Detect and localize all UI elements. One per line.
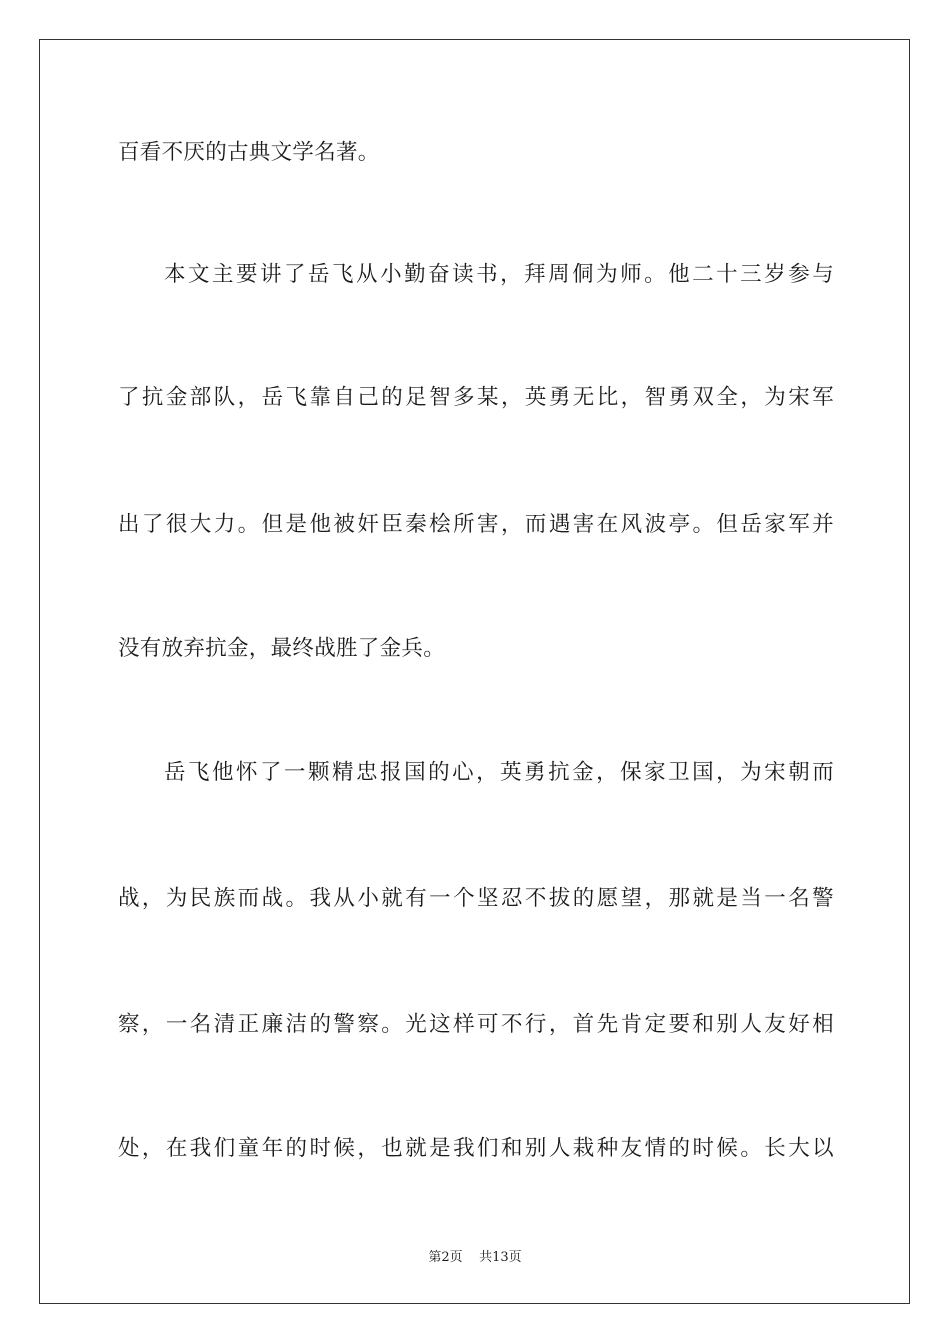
text-line: 百看不厌的古典文学名著。 xyxy=(118,140,380,165)
text-line: 处，在我们童年的时候，也就是我们和别人栽种友情的时候。长大以 xyxy=(118,1136,834,1161)
text-line: 察，一名清正廉洁的警察。光这样可不行，首先肯定要和别人友好相 xyxy=(118,1012,834,1037)
text-line: 战，为民族而战。我从小就有一个坚忍不拔的愿望，那就是当一名警 xyxy=(118,886,834,911)
text-line: 没有放弃抗金，最终战胜了金兵。 xyxy=(118,636,446,661)
page-number-footer: 第2页 共13页 xyxy=(428,1250,522,1265)
text-line: 岳飞他怀了一颗精忠报国的心，英勇抗金，保家卫国，为宋朝而 xyxy=(164,760,834,785)
text-line: 出了很大力。但是他被奸臣秦桧所害，而遇害在风波亭。但岳家军并 xyxy=(118,512,834,537)
text-line: 本文主要讲了岳飞从小勤奋读书，拜周侗为师。他二十三岁参与 xyxy=(164,262,834,287)
text-line: 了抗金部队，岳飞靠自己的足智多某，英勇无比，智勇双全，为宋军 xyxy=(118,385,834,410)
page-frame xyxy=(39,39,910,1304)
